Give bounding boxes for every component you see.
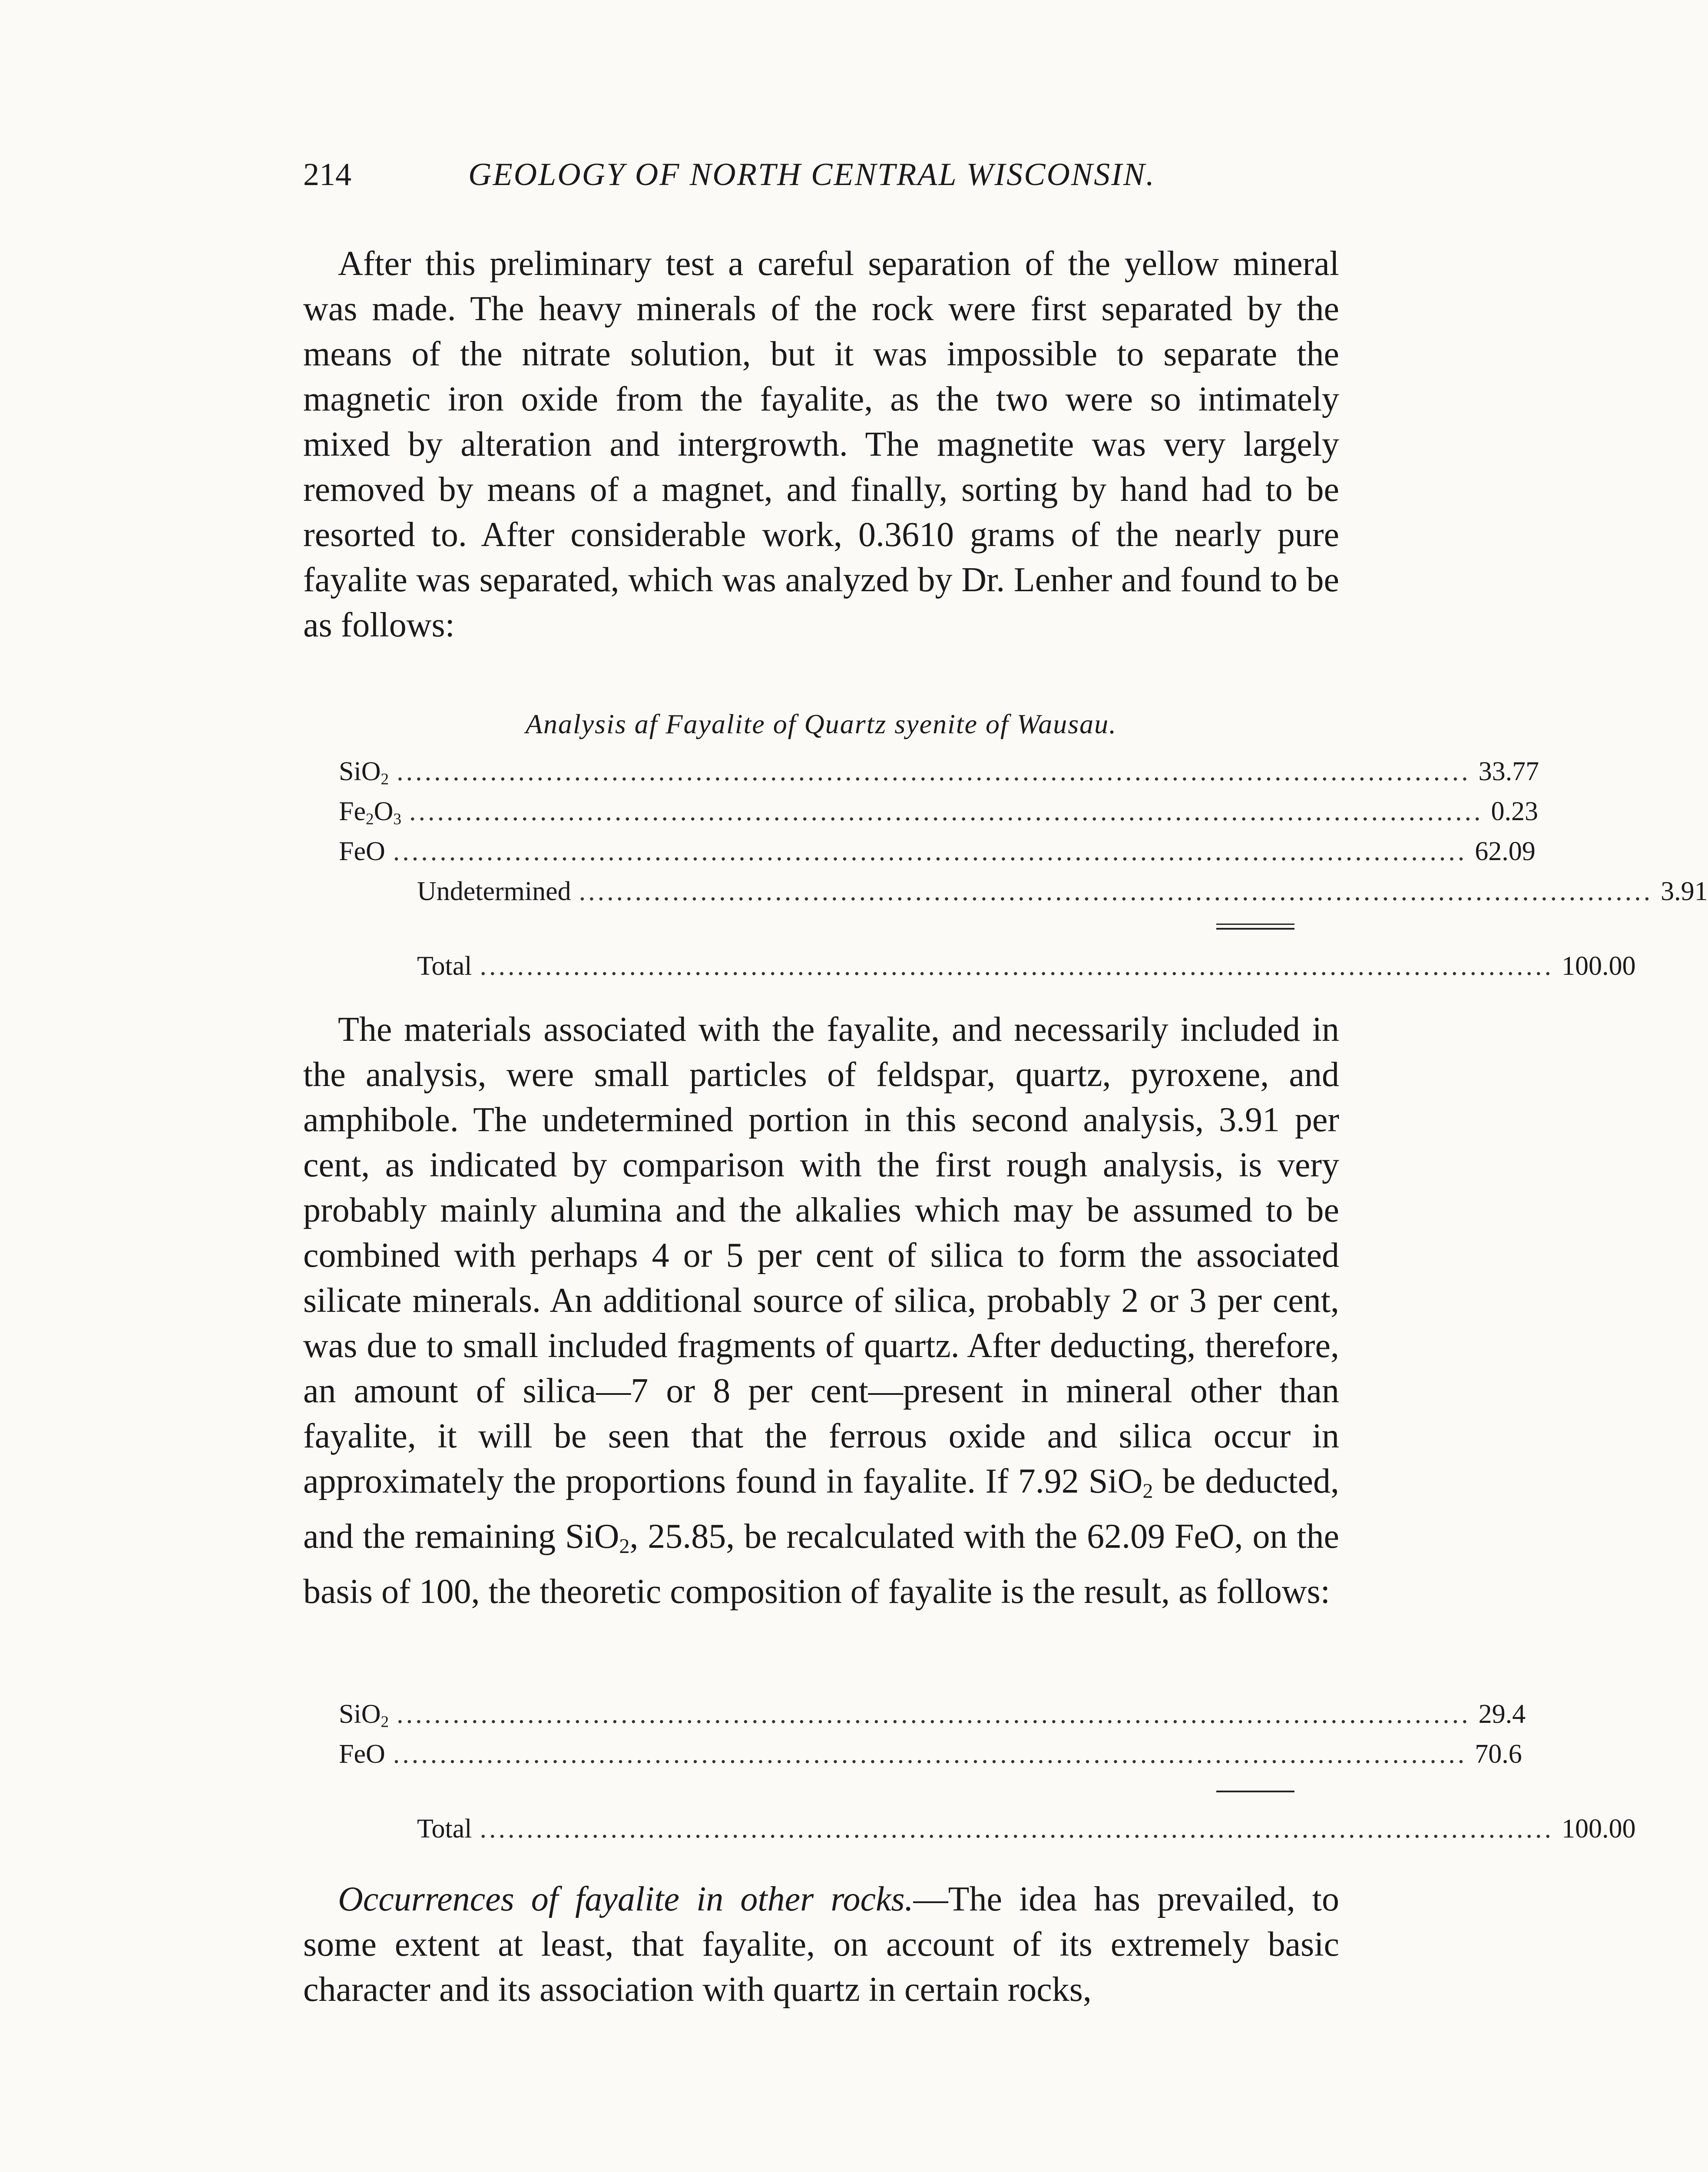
sum-rule: [339, 1774, 1294, 1809]
leader-dots: ...................................................................................................................: [579, 877, 1653, 906]
total-label: Total: [417, 951, 472, 981]
page-header: [303, 152, 1346, 204]
page-number: 214: [303, 157, 351, 192]
paragraph-discussion: The materials associated with the fayalite, and necessarily included in the analysis, were small particles of feldspar, quartz, pyroxene, and amphibole. The undetermined portion in this second analysis, 3.91 per cent, as indicated by comparison with the first rough analysis, is very probably mainly alumina and the alkalies which may be assumed to be combined with perhaps 4 or 5 per cent of silica to form the associated silicate minerals. An additional source of silica, probably 2 or 3 per cent, was due to small included fragments of quartz. After deducting, therefore, an amount of silica—7 or 8 per cent—present in mineral other than fayalite, it will be seen that the ferrous oxide and silica occur in approximately the proportions found in fayalite. If 7.92 SiO$_2$ be deducted, and the remaining SiO$_2$, 25.85, be recalculated with the 62.09 FeO, on the basis of 100, the theoretic composition of fayalite is the result, as follows:: [303, 1010, 1339, 1611]
leader-dots: ...................................................................................................................: [397, 757, 1471, 786]
row-label: SiO$_2$: [339, 1699, 389, 1731]
row-value: 33.77: [1478, 757, 1539, 786]
leader-dots: ...................................................................................................................: [397, 1699, 1471, 1729]
table-row: [339, 871, 1708, 911]
leader-dots: ...................................................................................................................: [480, 951, 1554, 981]
table-caption: Analysis af Fayalite of Quartz syenite of Wausau.: [525, 709, 1117, 739]
table-total-row: [339, 946, 1636, 986]
table-row: [339, 1734, 1522, 1774]
row-label: FeO: [339, 837, 385, 866]
row-label: FeO: [339, 1739, 385, 1769]
leader-dots: ...................................................................................................................: [393, 837, 1467, 866]
table-row: [339, 1694, 1526, 1734]
analysis-table: [339, 752, 1708, 986]
row-value: 3.91: [1661, 877, 1708, 906]
row-label: Undetermined: [417, 877, 571, 906]
table-row: [339, 831, 1536, 871]
total-label: Total: [417, 1814, 472, 1844]
row-value: 62.09: [1475, 837, 1536, 866]
total-value: 100.00: [1562, 951, 1636, 981]
row-label: SiO$_2$: [339, 757, 389, 788]
row-value: 70.6: [1475, 1739, 1522, 1769]
row-label: $Fe_2O_3$: [339, 797, 401, 828]
paragraph-separation: After this preliminary test a careful separation of the yellow mineral was made. The heavy minerals of the rock were first separated by the means of the nitrate solution, but it was impossible to separate the magnetic iron oxide from the fayalite, as the two were so intimately mixed by alteration and intergrowth. The magnetite was very largely removed by means of a magnet, and finally, sorting by hand had to be resorted to. After considerable work, 0.3610 grams of the nearly pure fayalite was separated, which was analyzed by Dr. Lenher and found to be as follows:: [303, 245, 1339, 644]
paragraph-occurrences: Occurrences of fayalite in other rocks.—The idea has prevailed, to some extent at least, that fayalite, on account of its extremely basic character and its association with quartz in certain rocks,: [303, 1880, 1340, 2009]
row-value: 29.4: [1478, 1699, 1526, 1729]
leader-dots: ...................................................................................................................: [393, 1739, 1467, 1769]
table-row: [339, 791, 1538, 831]
running-title: GEOLOGY OF NORTH CENTRAL WISCONSIN.: [468, 157, 1155, 192]
total-value: 100.00: [1562, 1814, 1636, 1844]
sum-rule: [339, 911, 1294, 946]
table-row: [339, 752, 1539, 791]
theoretic-composition-table: [339, 1694, 1636, 1849]
table-total-row: [339, 1809, 1636, 1849]
leader-dots: ...................................................................................................................: [409, 797, 1483, 826]
section-heading: Occurrences of fayalite in other rocks.: [338, 1880, 914, 1918]
row-value: 0.23: [1491, 797, 1538, 826]
leader-dots: ...................................................................................................................: [480, 1814, 1554, 1844]
